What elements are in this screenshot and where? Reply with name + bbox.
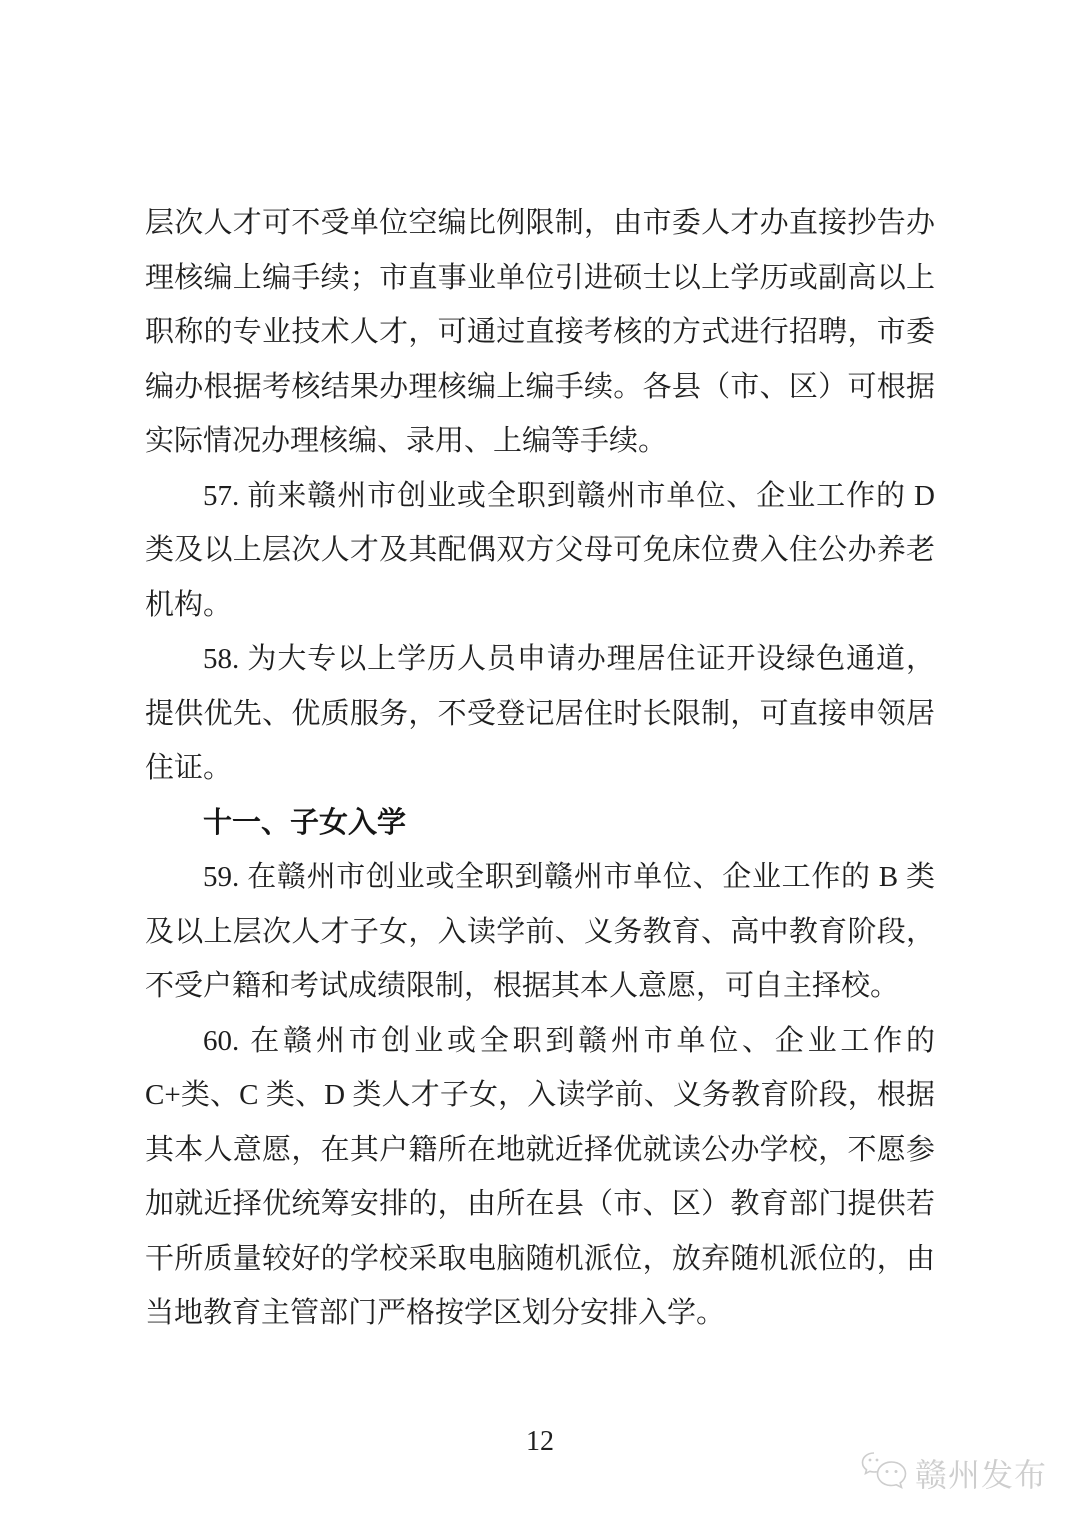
watermark-label: 赣州发布 — [914, 1457, 1047, 1493]
document-body — [145, 196, 935, 1341]
paragraph-item-57: 57. 前来赣州市创业或全职到赣州市单位、企业工作的 D 类及以上层次人才及其配偶双方父母可免床位费入住公办养老机构。 — [145, 479, 935, 621]
page-number: 12 — [526, 1426, 554, 1457]
paragraph-item-59: 59. 在赣州市创业或全职到赣州市单位、企业工作的 B 类及以上层次人才子女，入读学前、义务教育、高中教育阶段，不受户籍和考试成绩限制，根据其本人意愿，可自主择校。 — [145, 861, 935, 1002]
paragraph-item-60: 60. 在赣州市创业或全职到赣州市单位、企业工作的 C+类、C 类、D 类人才子女，入读学前、义务教育阶段，根据其本人意愿，在其户籍所在地就近择优就读公办学校，不愿参加就近择优统筹安排的，由所在县（市、区）教育部门提供若干所质量较好的学校采取电脑随机派位，放弃随机派位的，由当地教育主管部门严格按学区划分安排入学。 — [145, 1024, 935, 1329]
watermark — [860, 1450, 1047, 1496]
paragraph-continuation: 层次人才可不受单位空编比例限制，由市委人才办直接抄告办理核编上编手续；市直事业单位引进硕士以上学历或副高以上职称的专业技术人才，可通过直接考核的方式进行招聘，市委编办根据考核结果办理核编上编手续。各县（市、区）可根据实际情况办理核编、录用、上编等手续。 — [145, 207, 935, 457]
wechat-icon — [860, 1450, 908, 1496]
paragraph-item-58: 58. 为大专以上学历人员申请办理居住证开设绿色通道，提供优先、优质服务，不受登记居住时长限制，可直接申领居住证。 — [145, 643, 935, 784]
section-heading: 十一、子女入学 — [203, 806, 407, 839]
